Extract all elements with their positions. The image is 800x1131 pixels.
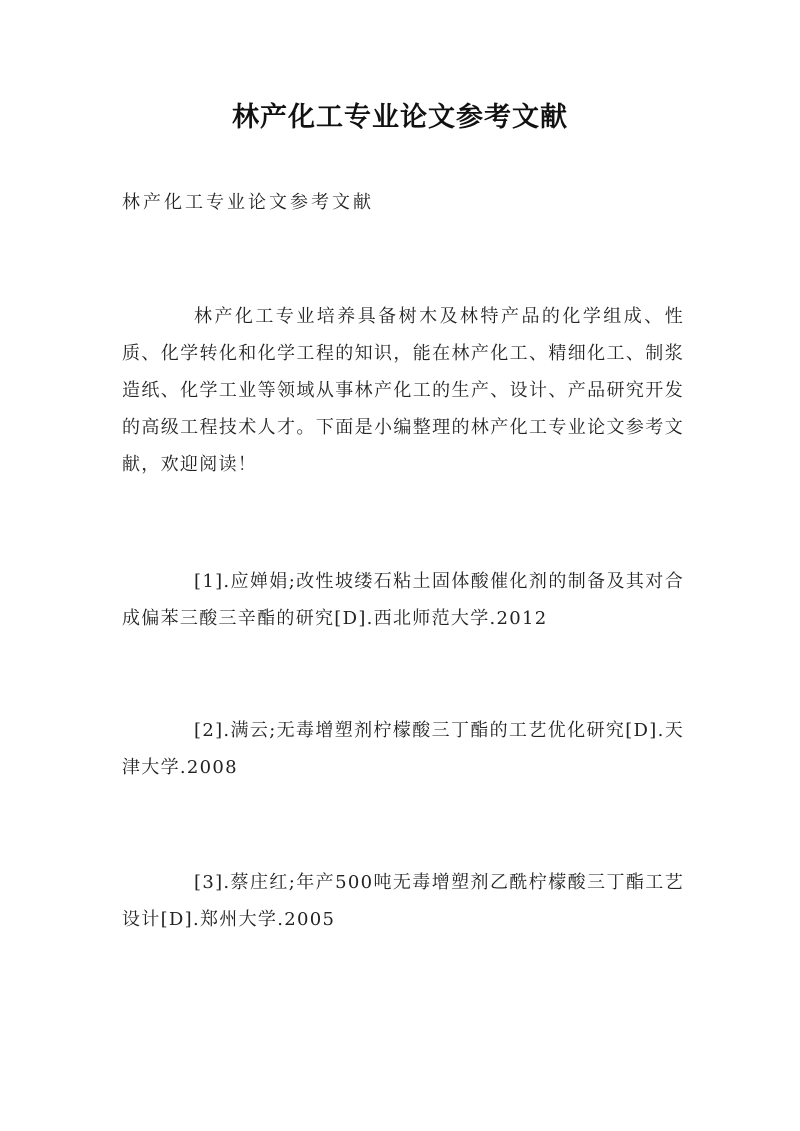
document-title: 林产化工专业论文参考文献	[232, 102, 568, 133]
reference-item: [2].满云;无毒增塑剂柠檬酸三丁酯的工艺优化研究[D].天津大学.2008	[122, 720, 684, 778]
intro-paragraph: 林产化工专业培养具备树木及林特产品的化学组成、性质、化学转化和化学工程的知识，能在林产化工、精细化工、制浆造纸、化学工业等领域从事林产化工的生产、设计、产品研究开发的高级工程技术人才。下面是小编整理的林产化工专业论文参考文献，欢迎阅读！	[122, 306, 684, 475]
reference-item: [3].蔡庄红;年产500吨无毒增塑剂乙酰柠檬酸三丁酯工艺设计[D].郑州大学.2005	[122, 872, 684, 930]
document-subtitle: 林产化工专业论文参考文献	[122, 192, 374, 213]
reference-item: [1].应婵娟;改性坡缕石粘土固体酸催化剂的制备及其对合成偏苯三酸三辛酯的研究[D].西北师范大学.2012	[122, 571, 684, 629]
